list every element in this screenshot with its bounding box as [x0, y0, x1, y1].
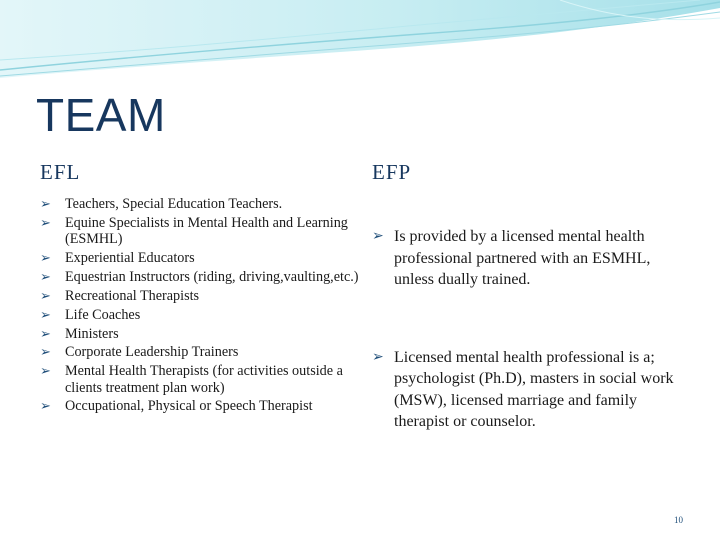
arrowhead-bullet-icon: ➢ [40, 249, 51, 265]
slide-title: TEAM [36, 89, 166, 141]
arrowhead-bullet-icon: ➢ [372, 349, 384, 365]
list-item-text: Ministers [65, 325, 119, 342]
list-item-text: Equestrian Instructors (riding, driving,vaulting,etc.) [65, 268, 359, 285]
list-item-text: Recreational Therapists [65, 287, 200, 304]
arrowhead-bullet-icon: ➢ [40, 196, 51, 211]
arrowhead-bullet-icon: ➢ [372, 229, 384, 244]
efp-heading: EFP [372, 160, 412, 184]
list-item-text: Is provided by a licensed mental health professional partnered with an ESMHL, unless dually trained. [394, 228, 651, 288]
list-item-text: Experiential Educators [65, 249, 195, 266]
header-wave-banner [0, 0, 720, 90]
list-item-text: Life Coaches [65, 306, 141, 323]
list-item [40, 326, 360, 342]
list-item [40, 344, 360, 360]
efp-bullet-list [372, 226, 692, 433]
list-item [372, 347, 692, 433]
list-item [40, 269, 360, 285]
list-item [372, 226, 692, 291]
list-item-text: Equine Specialists in Mental Health and Learning (ESMHL) [65, 214, 348, 248]
list-item [40, 196, 360, 212]
page-number: 10 [674, 515, 683, 525]
arrowhead-bullet-icon: ➢ [40, 363, 51, 379]
list-item [40, 363, 360, 395]
list-item [40, 250, 360, 266]
arrowhead-bullet-icon: ➢ [40, 325, 51, 341]
efl-heading: EFL [40, 160, 81, 184]
arrowhead-bullet-icon: ➢ [40, 344, 51, 360]
list-item [40, 307, 360, 323]
efl-bullet-list [40, 196, 360, 417]
list-item-text: Corporate Leadership Trainers [65, 344, 239, 361]
arrowhead-bullet-icon: ➢ [40, 398, 51, 414]
arrowhead-bullet-icon: ➢ [40, 268, 51, 284]
list-item [40, 288, 360, 304]
arrowhead-bullet-icon: ➢ [40, 287, 51, 303]
arrowhead-bullet-icon: ➢ [40, 214, 51, 230]
list-item-text: Teachers, Special Education Teachers. [65, 196, 283, 212]
list-item-text: Occupational, Physical or Speech Therapist [65, 398, 313, 415]
list-item [40, 215, 360, 247]
list-item-text: Mental Health Therapists (for activities outside a clients treatment plan work) [65, 363, 343, 396]
list-item-text: Licensed mental health professional is a; psychologist (Ph.D), masters in social work (MSW), licensed marriage and family therapist or counselor. [394, 348, 674, 430]
arrowhead-bullet-icon: ➢ [40, 306, 51, 322]
list-item [40, 398, 360, 414]
